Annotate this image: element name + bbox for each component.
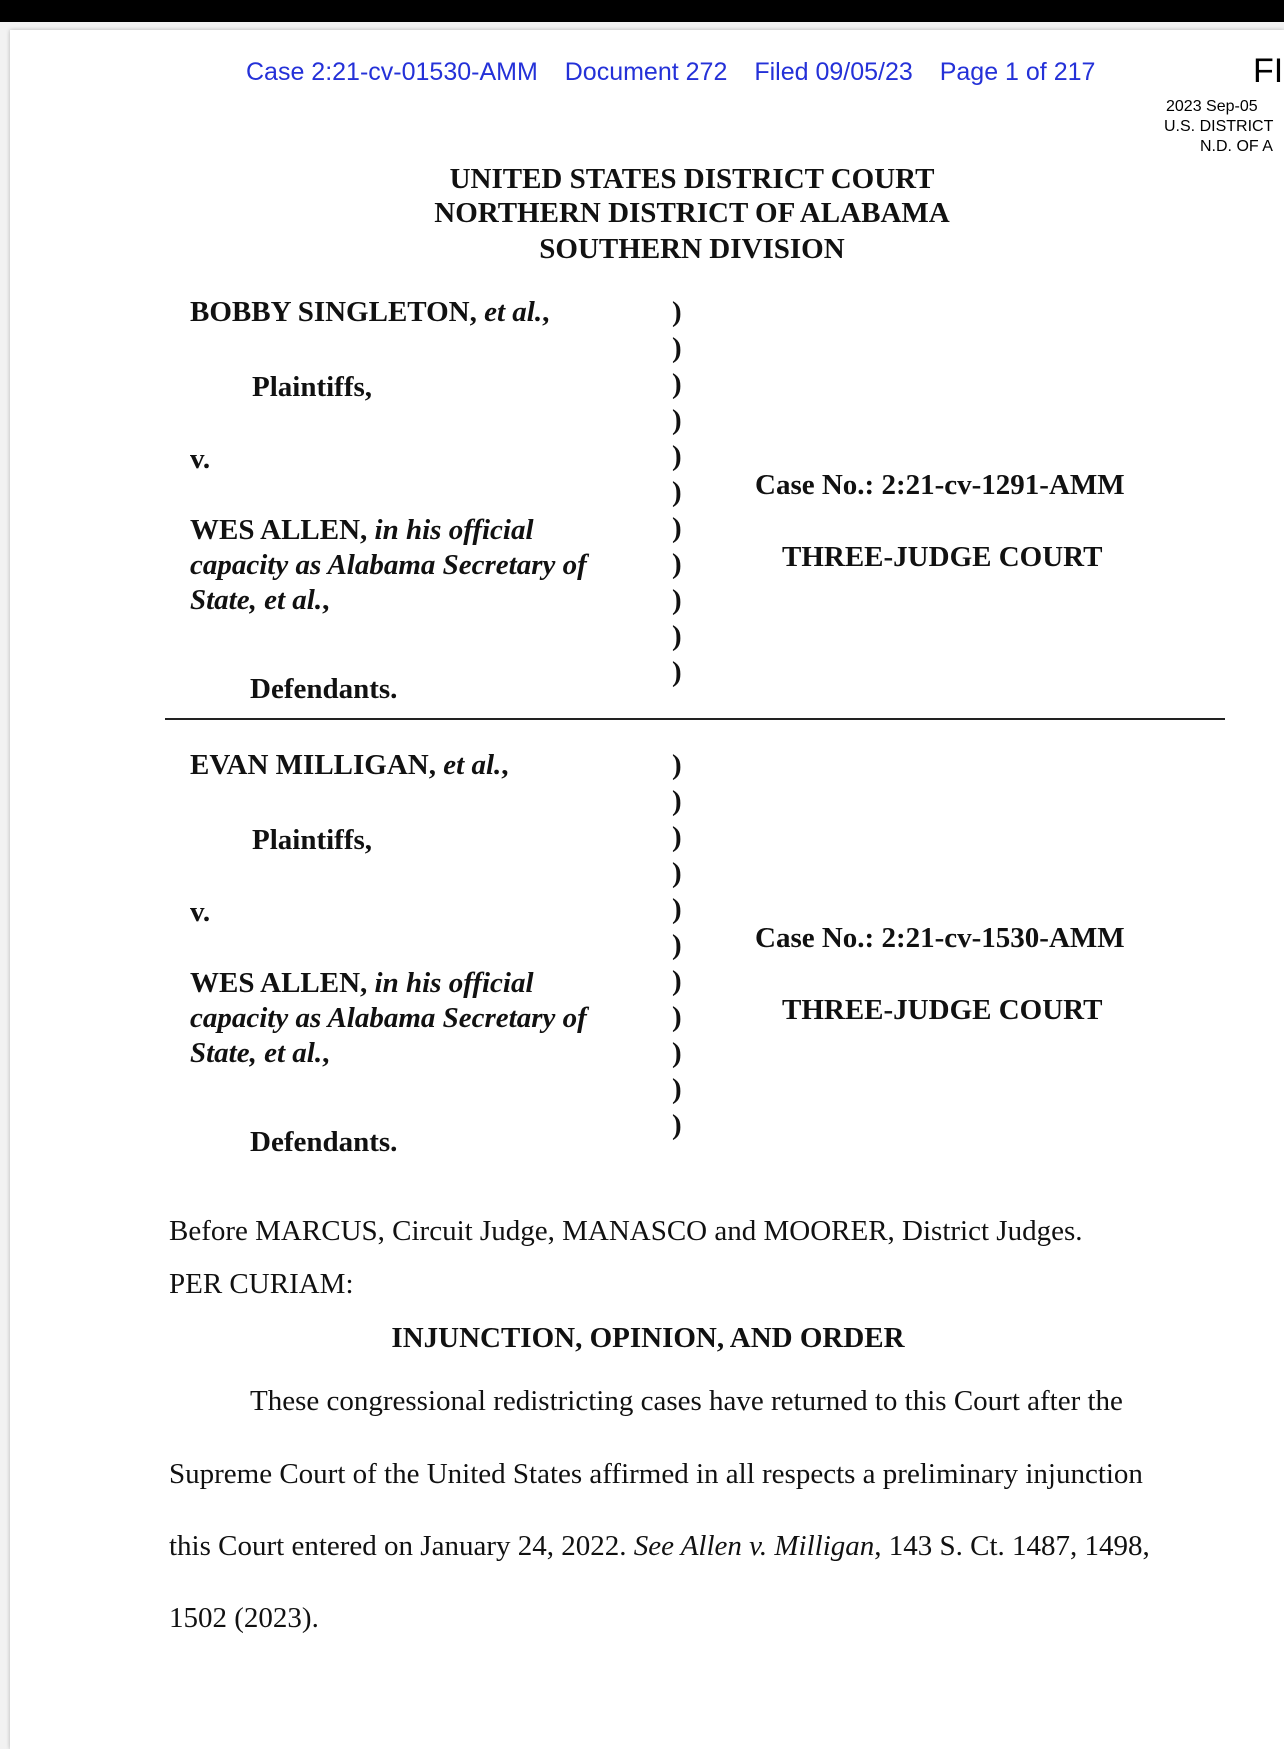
caption2-paren: ) <box>672 857 682 889</box>
header-document-number: Document 272 <box>564 58 728 86</box>
caption2-defendants-label: Defendants. <box>250 1126 398 1158</box>
caption1-paren: ) <box>672 512 682 544</box>
per-curiam: PER CURIAM: <box>169 1268 354 1300</box>
caption2-court-type: THREE-JUDGE COURT <box>782 994 1103 1026</box>
ecf-header <box>246 58 1115 87</box>
paragraph-text: this Court entered on January 24, 2022. <box>169 1530 634 1562</box>
filed-stamp-district: N.D. OF A <box>1200 138 1273 155</box>
caption2-paren: ) <box>672 821 682 853</box>
document-page <box>10 30 1284 1749</box>
header-filed-date: Filed 09/05/23 <box>754 58 913 86</box>
caption2-paren: ) <box>672 1073 682 1105</box>
caption1-plaintiff-etal: et al. <box>484 296 543 328</box>
paragraph-line: 1502 (2023). <box>169 1602 319 1634</box>
paragraph-line: These congressional redistricting cases have returned to this Court after the <box>250 1385 1123 1417</box>
caption2-paren: ) <box>672 785 682 817</box>
caption2-paren: ) <box>672 1037 682 1069</box>
court-division: SOUTHERN DIVISION <box>539 233 845 265</box>
caption1-defendant-comma: , <box>322 584 330 616</box>
paragraph-line <box>169 1530 1150 1563</box>
caption1-plaintiff <box>190 295 549 329</box>
filed-stamp-heading: FI <box>1253 52 1284 90</box>
caption1-paren: ) <box>672 620 682 652</box>
caption1-paren: ) <box>672 404 682 436</box>
header-case-number: Case 2:21-cv-01530-AMM <box>246 58 538 86</box>
court-name: UNITED STATES DISTRICT COURT <box>449 163 935 195</box>
caption1-paren: ) <box>672 440 682 472</box>
caption2-defendant-desc3: State, et al. <box>190 1037 323 1069</box>
filed-stamp-date: 2023 Sep-05 <box>1166 98 1258 115</box>
caption2-defendant-desc1: in his official <box>374 967 534 999</box>
caption1-defendant-line1 <box>190 513 534 547</box>
caption1-defendant-desc3: State, et al. <box>190 584 323 616</box>
caption2-defendant-line3 <box>190 1036 329 1070</box>
paragraph-line: Supreme Court of the United States affirmed in all respects a preliminary injunction <box>169 1458 1143 1490</box>
opinion-title-text: INJUNCTION, OPINION, AND ORDER <box>391 1322 905 1354</box>
caption1-paren: ) <box>672 584 682 616</box>
caption2-paren: ) <box>672 893 682 925</box>
caption2-defendant-comma: , <box>322 1037 330 1069</box>
caption2-case-number: Case No.: 2:21-cv-1530-AMM <box>755 922 1125 954</box>
paragraph-text: , 143 S. Ct. 1487, 1498, <box>874 1530 1150 1562</box>
caption1-plaintiffs-label: Plaintiffs, <box>252 371 373 403</box>
caption1-defendant-line3 <box>190 583 329 617</box>
caption2-plaintiffs-label: Plaintiffs, <box>252 824 373 856</box>
caption2-paren: ) <box>672 965 682 997</box>
caption1-versus: v. <box>190 443 211 475</box>
caption2-plaintiff <box>190 748 509 782</box>
caption2-defendant-line2: capacity as Alabama Secretary of <box>190 1002 587 1034</box>
caption1-paren: ) <box>672 476 682 508</box>
caption1-paren: ) <box>672 368 682 400</box>
caption2-paren: ) <box>672 929 682 961</box>
caption1-paren: ) <box>672 656 682 688</box>
caption1-paren: ) <box>672 296 682 328</box>
case-citation: See Allen v. Milligan <box>633 1530 875 1562</box>
caption1-plaintiff-name: BOBBY SINGLETON, <box>190 296 485 328</box>
caption2-plaintiff-name: EVAN MILLIGAN, <box>190 749 444 781</box>
caption2-versus: v. <box>190 896 211 928</box>
caption1-court-type: THREE-JUDGE COURT <box>782 541 1103 573</box>
panel-judges: Before MARCUS, Circuit Judge, MANASCO and MOORER, District Judges. <box>169 1215 1083 1247</box>
caption2-paren: ) <box>672 1109 682 1141</box>
caption1-plaintiff-comma: , <box>542 296 550 328</box>
caption2-paren: ) <box>672 749 682 781</box>
caption2-defendant-line1 <box>190 966 534 1000</box>
caption1-paren: ) <box>672 548 682 580</box>
filed-stamp-court: U.S. DISTRICT <box>1164 118 1274 135</box>
caption2-plaintiff-etal: et al. <box>443 749 502 781</box>
caption1-defendant-line2: capacity as Alabama Secretary of <box>190 549 587 581</box>
caption1-defendant-name: WES ALLEN, <box>190 514 375 546</box>
caption2-defendant-name: WES ALLEN, <box>190 967 375 999</box>
caption1-defendants-label: Defendants. <box>250 673 398 705</box>
caption2-plaintiff-comma: , <box>501 749 509 781</box>
court-district: NORTHERN DISTRICT OF ALABAMA <box>434 197 950 229</box>
caption-divider <box>165 718 1225 720</box>
header-page-count: Page 1 of 217 <box>939 58 1096 86</box>
caption1-paren: ) <box>672 332 682 364</box>
caption1-case-number: Case No.: 2:21-cv-1291-AMM <box>755 469 1125 501</box>
caption2-paren: ) <box>672 1001 682 1033</box>
caption1-defendant-desc1: in his official <box>374 514 534 546</box>
opinion-title <box>10 1322 1284 1355</box>
top-bar <box>0 0 1284 22</box>
